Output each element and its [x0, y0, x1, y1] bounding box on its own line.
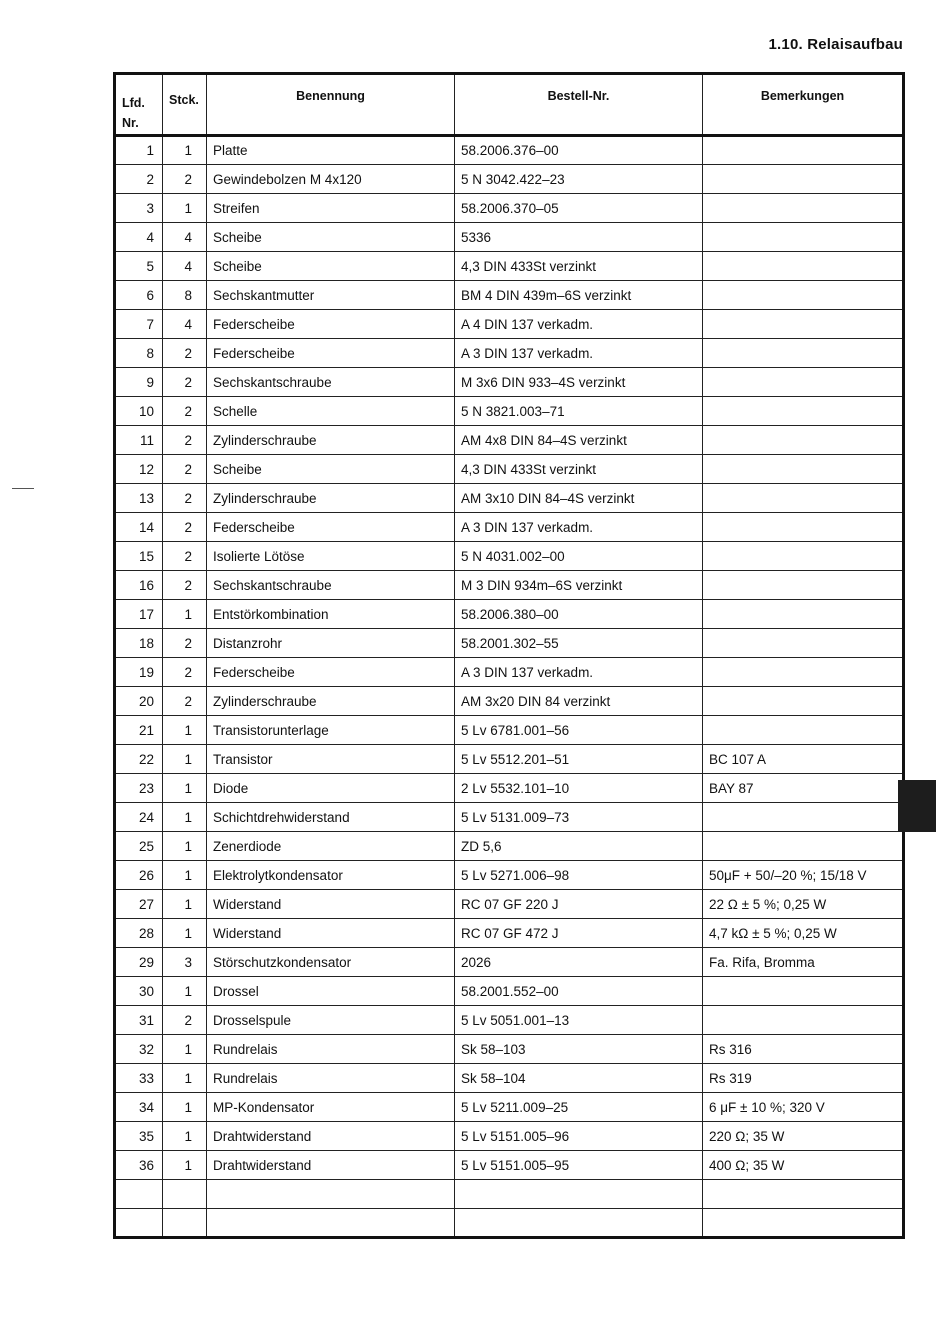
cell-bestell-nr: 58.2006.380–00: [455, 600, 703, 629]
table-header-row: [115, 74, 904, 136]
cell-bestell-nr: A 3 DIN 137 verkadm.: [455, 339, 703, 368]
cell-bestell-nr: 4,3 DIN 433St verzinkt: [455, 252, 703, 281]
edge-tab-marker: [898, 780, 936, 832]
cell-bestell-nr: M 3x6 DIN 933–4S verzinkt: [455, 368, 703, 397]
column-header-bemerkungen: Bemerkungen: [703, 74, 904, 136]
cell-benennung: Drosselspule: [207, 1006, 455, 1035]
table-row: [115, 1006, 904, 1035]
cell-stck: 2: [163, 426, 207, 455]
cell-bestell-nr: 58.2006.370–05: [455, 194, 703, 223]
cell-bemerkungen: [703, 513, 904, 542]
cell-bemerkungen: [703, 223, 904, 252]
table-row: [115, 977, 904, 1006]
cell-bestell-nr: 5 N 3821.003–71: [455, 397, 703, 426]
cell-lfd-nr: 16: [115, 571, 163, 600]
cell-stck: 1: [163, 600, 207, 629]
cell-bestell-nr: 5 Lv 5151.005–95: [455, 1151, 703, 1180]
column-header-nr-label: Nr.: [122, 116, 139, 130]
cell-bemerkungen: BAY 87: [703, 774, 904, 803]
cell-stck: 2: [163, 339, 207, 368]
cell-bestell-nr: 5 Lv 5131.009–73: [455, 803, 703, 832]
table-row: [115, 484, 904, 513]
cell-bestell-nr: 5 N 4031.002–00: [455, 542, 703, 571]
table-row: [115, 658, 904, 687]
cell-bestell-nr: A 3 DIN 137 verkadm.: [455, 513, 703, 542]
cell-stck: 1: [163, 1122, 207, 1151]
cell-lfd-nr: 3: [115, 194, 163, 223]
cell-benennung: [207, 1209, 455, 1238]
cell-lfd-nr: 26: [115, 861, 163, 890]
cell-bemerkungen: [703, 339, 904, 368]
table-row: [115, 803, 904, 832]
cell-stck: 2: [163, 687, 207, 716]
cell-stck: 1: [163, 890, 207, 919]
cell-bemerkungen: BC 107 A: [703, 745, 904, 774]
cell-bemerkungen: [703, 832, 904, 861]
cell-benennung: Drahtwiderstand: [207, 1151, 455, 1180]
cell-benennung: Entstörkombination: [207, 600, 455, 629]
cell-bestell-nr: [455, 1209, 703, 1238]
table-row: [115, 455, 904, 484]
cell-lfd-nr: 5: [115, 252, 163, 281]
cell-bestell-nr: 2 Lv 5532.101–10: [455, 774, 703, 803]
cell-bemerkungen: [703, 281, 904, 310]
cell-bemerkungen: [703, 687, 904, 716]
cell-bestell-nr: ZD 5,6: [455, 832, 703, 861]
cell-stck: 2: [163, 368, 207, 397]
table-row: [115, 426, 904, 455]
table-body: [115, 136, 904, 1238]
cell-bestell-nr: BM 4 DIN 439m–6S verzinkt: [455, 281, 703, 310]
cell-lfd-nr: 7: [115, 310, 163, 339]
column-header-benennung: Benennung: [207, 74, 455, 136]
cell-bestell-nr: 4,3 DIN 433St verzinkt: [455, 455, 703, 484]
cell-bemerkungen: 4,7 kΩ ± 5 %; 0,25 W: [703, 919, 904, 948]
cell-bemerkungen: [703, 600, 904, 629]
cell-lfd-nr: 23: [115, 774, 163, 803]
cell-bestell-nr: AM 3x10 DIN 84–4S verzinkt: [455, 484, 703, 513]
cell-bestell-nr: AM 3x20 DIN 84 verzinkt: [455, 687, 703, 716]
cell-stck: 2: [163, 397, 207, 426]
table-row: [115, 832, 904, 861]
cell-bestell-nr: 5 Lv 5271.006–98: [455, 861, 703, 890]
cell-lfd-nr: 15: [115, 542, 163, 571]
cell-stck: 2: [163, 1006, 207, 1035]
cell-stck: [163, 1209, 207, 1238]
cell-bestell-nr: RC 07 GF 220 J: [455, 890, 703, 919]
cell-bemerkungen: [703, 368, 904, 397]
cell-benennung: Rundrelais: [207, 1064, 455, 1093]
table-row: [115, 687, 904, 716]
cell-bestell-nr: 5 Lv 5151.005–96: [455, 1122, 703, 1151]
cell-stck: 1: [163, 745, 207, 774]
cell-lfd-nr: 4: [115, 223, 163, 252]
cell-lfd-nr: 20: [115, 687, 163, 716]
cell-lfd-nr: 25: [115, 832, 163, 861]
cell-lfd-nr: 11: [115, 426, 163, 455]
cell-stck: 2: [163, 484, 207, 513]
column-header-bestell-nr: Bestell-Nr.: [455, 74, 703, 136]
table-row: [115, 223, 904, 252]
cell-stck: 1: [163, 919, 207, 948]
cell-stck: 8: [163, 281, 207, 310]
table-row: [115, 165, 904, 194]
column-header-stck: Stck.: [163, 74, 207, 136]
cell-lfd-nr: 9: [115, 368, 163, 397]
cell-lfd-nr: 24: [115, 803, 163, 832]
cell-lfd-nr: 36: [115, 1151, 163, 1180]
cell-benennung: Sechskantschraube: [207, 571, 455, 600]
cell-benennung: Zylinderschraube: [207, 687, 455, 716]
cell-bemerkungen: [703, 484, 904, 513]
table-row: [115, 1209, 904, 1238]
cell-bestell-nr: 58.2001.552–00: [455, 977, 703, 1006]
table-row: [115, 716, 904, 745]
table-row: [115, 774, 904, 803]
cell-bemerkungen: [703, 252, 904, 281]
cell-lfd-nr: 32: [115, 1035, 163, 1064]
cell-bemerkungen: [703, 194, 904, 223]
cell-lfd-nr: [115, 1209, 163, 1238]
cell-bemerkungen: [703, 977, 904, 1006]
cell-stck: 1: [163, 861, 207, 890]
cell-stck: 1: [163, 832, 207, 861]
cell-benennung: Federscheibe: [207, 310, 455, 339]
cell-bestell-nr: AM 4x8 DIN 84–4S verzinkt: [455, 426, 703, 455]
cell-bemerkungen: [703, 310, 904, 339]
cell-bemerkungen: [703, 803, 904, 832]
cell-stck: 2: [163, 455, 207, 484]
table-row: [115, 310, 904, 339]
cell-lfd-nr: 17: [115, 600, 163, 629]
cell-bestell-nr: RC 07 GF 472 J: [455, 919, 703, 948]
table-row: [115, 1151, 904, 1180]
cell-bemerkungen: 22 Ω ± 5 %; 0,25 W: [703, 890, 904, 919]
cell-benennung: Zylinderschraube: [207, 484, 455, 513]
cell-stck: 4: [163, 252, 207, 281]
cell-bemerkungen: 6 μF ± 10 %; 320 V: [703, 1093, 904, 1122]
cell-benennung: Scheibe: [207, 252, 455, 281]
cell-lfd-nr: 22: [115, 745, 163, 774]
table-row: [115, 252, 904, 281]
cell-bemerkungen: Rs 316: [703, 1035, 904, 1064]
parts-list-table: [113, 72, 905, 1239]
cell-lfd-nr: [115, 1180, 163, 1209]
cell-bestell-nr: 58.2001.302–55: [455, 629, 703, 658]
cell-benennung: Drahtwiderstand: [207, 1122, 455, 1151]
cell-bemerkungen: Rs 319: [703, 1064, 904, 1093]
cell-stck: 2: [163, 629, 207, 658]
cell-bestell-nr: A 3 DIN 137 verkadm.: [455, 658, 703, 687]
cell-stck: 2: [163, 571, 207, 600]
cell-stck: 1: [163, 1093, 207, 1122]
cell-lfd-nr: 1: [115, 136, 163, 165]
cell-bemerkungen: [703, 426, 904, 455]
cell-stck: 2: [163, 165, 207, 194]
cell-stck: 1: [163, 1151, 207, 1180]
cell-benennung: Isolierte Lötöse: [207, 542, 455, 571]
cell-lfd-nr: 8: [115, 339, 163, 368]
table-row: [115, 542, 904, 571]
cell-benennung: Distanzrohr: [207, 629, 455, 658]
cell-lfd-nr: 29: [115, 948, 163, 977]
cell-stck: 1: [163, 977, 207, 1006]
cell-benennung: Gewindebolzen M 4x120: [207, 165, 455, 194]
cell-lfd-nr: 31: [115, 1006, 163, 1035]
cell-benennung: Sechskantmutter: [207, 281, 455, 310]
table-row: [115, 1093, 904, 1122]
table-row: [115, 339, 904, 368]
cell-lfd-nr: 21: [115, 716, 163, 745]
cell-stck: 1: [163, 136, 207, 165]
cell-bestell-nr: 5 Lv 6781.001–56: [455, 716, 703, 745]
table-row: [115, 194, 904, 223]
cell-benennung: [207, 1180, 455, 1209]
cell-benennung: Federscheibe: [207, 513, 455, 542]
cell-benennung: Elektrolytkondensator: [207, 861, 455, 890]
cell-stck: 1: [163, 716, 207, 745]
cell-bestell-nr: 5 Lv 5051.001–13: [455, 1006, 703, 1035]
cell-stck: 3: [163, 948, 207, 977]
cell-bestell-nr: Sk 58–103: [455, 1035, 703, 1064]
cell-bemerkungen: Fa. Rifa, Bromma: [703, 948, 904, 977]
column-header-lfd-label: Lfd.: [122, 96, 145, 110]
cell-bemerkungen: [703, 629, 904, 658]
table-row: [115, 861, 904, 890]
cell-bemerkungen: [703, 165, 904, 194]
cell-bemerkungen: [703, 571, 904, 600]
cell-lfd-nr: 34: [115, 1093, 163, 1122]
cell-bestell-nr: Sk 58–104: [455, 1064, 703, 1093]
cell-bemerkungen: [703, 136, 904, 165]
cell-stck: 1: [163, 803, 207, 832]
cell-lfd-nr: 35: [115, 1122, 163, 1151]
cell-benennung: Zylinderschraube: [207, 426, 455, 455]
table-row: [115, 368, 904, 397]
margin-mark: [12, 488, 34, 489]
cell-benennung: Transistor: [207, 745, 455, 774]
cell-bemerkungen: [703, 716, 904, 745]
cell-benennung: Streifen: [207, 194, 455, 223]
cell-benennung: Diode: [207, 774, 455, 803]
cell-benennung: Rundrelais: [207, 1035, 455, 1064]
cell-benennung: Federscheibe: [207, 658, 455, 687]
cell-lfd-nr: 30: [115, 977, 163, 1006]
cell-bemerkungen: [703, 1180, 904, 1209]
cell-bemerkungen: 220 Ω; 35 W: [703, 1122, 904, 1151]
table-row: [115, 745, 904, 774]
cell-benennung: Schichtdrehwiderstand: [207, 803, 455, 832]
table-row: [115, 1180, 904, 1209]
column-header-lfd-nr: [115, 74, 163, 136]
cell-stck: 2: [163, 513, 207, 542]
table-row: [115, 281, 904, 310]
section-title: 1.10. Relaisaufbau: [768, 36, 903, 53]
cell-bestell-nr: 5 N 3042.422–23: [455, 165, 703, 194]
cell-benennung: Scheibe: [207, 223, 455, 252]
cell-lfd-nr: 27: [115, 890, 163, 919]
cell-bemerkungen: [703, 1006, 904, 1035]
cell-stck: 2: [163, 658, 207, 687]
table-row: [115, 397, 904, 426]
cell-lfd-nr: 10: [115, 397, 163, 426]
cell-bemerkungen: [703, 397, 904, 426]
cell-bemerkungen: [703, 455, 904, 484]
cell-benennung: Widerstand: [207, 890, 455, 919]
table-row: [115, 1122, 904, 1151]
cell-benennung: Drossel: [207, 977, 455, 1006]
table-row: [115, 948, 904, 977]
cell-bestell-nr: 5 Lv 5211.009–25: [455, 1093, 703, 1122]
cell-bemerkungen: 400 Ω; 35 W: [703, 1151, 904, 1180]
cell-bestell-nr: 5 Lv 5512.201–51: [455, 745, 703, 774]
table-row: [115, 136, 904, 165]
table-row: [115, 1035, 904, 1064]
table-row: [115, 1064, 904, 1093]
cell-stck: 4: [163, 223, 207, 252]
cell-stck: 4: [163, 310, 207, 339]
cell-lfd-nr: 6: [115, 281, 163, 310]
cell-lfd-nr: 33: [115, 1064, 163, 1093]
cell-bemerkungen: [703, 542, 904, 571]
table-row: [115, 890, 904, 919]
cell-lfd-nr: 28: [115, 919, 163, 948]
cell-stck: 1: [163, 774, 207, 803]
cell-lfd-nr: 18: [115, 629, 163, 658]
cell-benennung: MP-Kondensator: [207, 1093, 455, 1122]
cell-stck: 1: [163, 1064, 207, 1093]
cell-lfd-nr: 2: [115, 165, 163, 194]
cell-benennung: Sechskantschraube: [207, 368, 455, 397]
table-row: [115, 513, 904, 542]
cell-bestell-nr: 58.2006.376–00: [455, 136, 703, 165]
cell-lfd-nr: 12: [115, 455, 163, 484]
cell-benennung: Zenerdiode: [207, 832, 455, 861]
cell-benennung: Transistorunterlage: [207, 716, 455, 745]
cell-lfd-nr: 14: [115, 513, 163, 542]
cell-benennung: Widerstand: [207, 919, 455, 948]
cell-lfd-nr: 13: [115, 484, 163, 513]
table-row: [115, 600, 904, 629]
cell-bestell-nr: A 4 DIN 137 verkadm.: [455, 310, 703, 339]
cell-benennung: Federscheibe: [207, 339, 455, 368]
cell-stck: 1: [163, 1035, 207, 1064]
cell-bestell-nr: M 3 DIN 934m–6S verzinkt: [455, 571, 703, 600]
cell-bestell-nr: 2026: [455, 948, 703, 977]
cell-bestell-nr: [455, 1180, 703, 1209]
cell-bemerkungen: [703, 658, 904, 687]
table-row: [115, 629, 904, 658]
table-row: [115, 919, 904, 948]
table-row: [115, 571, 904, 600]
cell-stck: 1: [163, 194, 207, 223]
cell-bestell-nr: 5336: [455, 223, 703, 252]
cell-benennung: Scheibe: [207, 455, 455, 484]
cell-bemerkungen: 50μF + 50/–20 %; 15/18 V: [703, 861, 904, 890]
cell-benennung: Schelle: [207, 397, 455, 426]
cell-lfd-nr: 19: [115, 658, 163, 687]
cell-bemerkungen: [703, 1209, 904, 1238]
cell-benennung: Störschutzkondensator: [207, 948, 455, 977]
cell-stck: [163, 1180, 207, 1209]
cell-benennung: Platte: [207, 136, 455, 165]
cell-stck: 2: [163, 542, 207, 571]
